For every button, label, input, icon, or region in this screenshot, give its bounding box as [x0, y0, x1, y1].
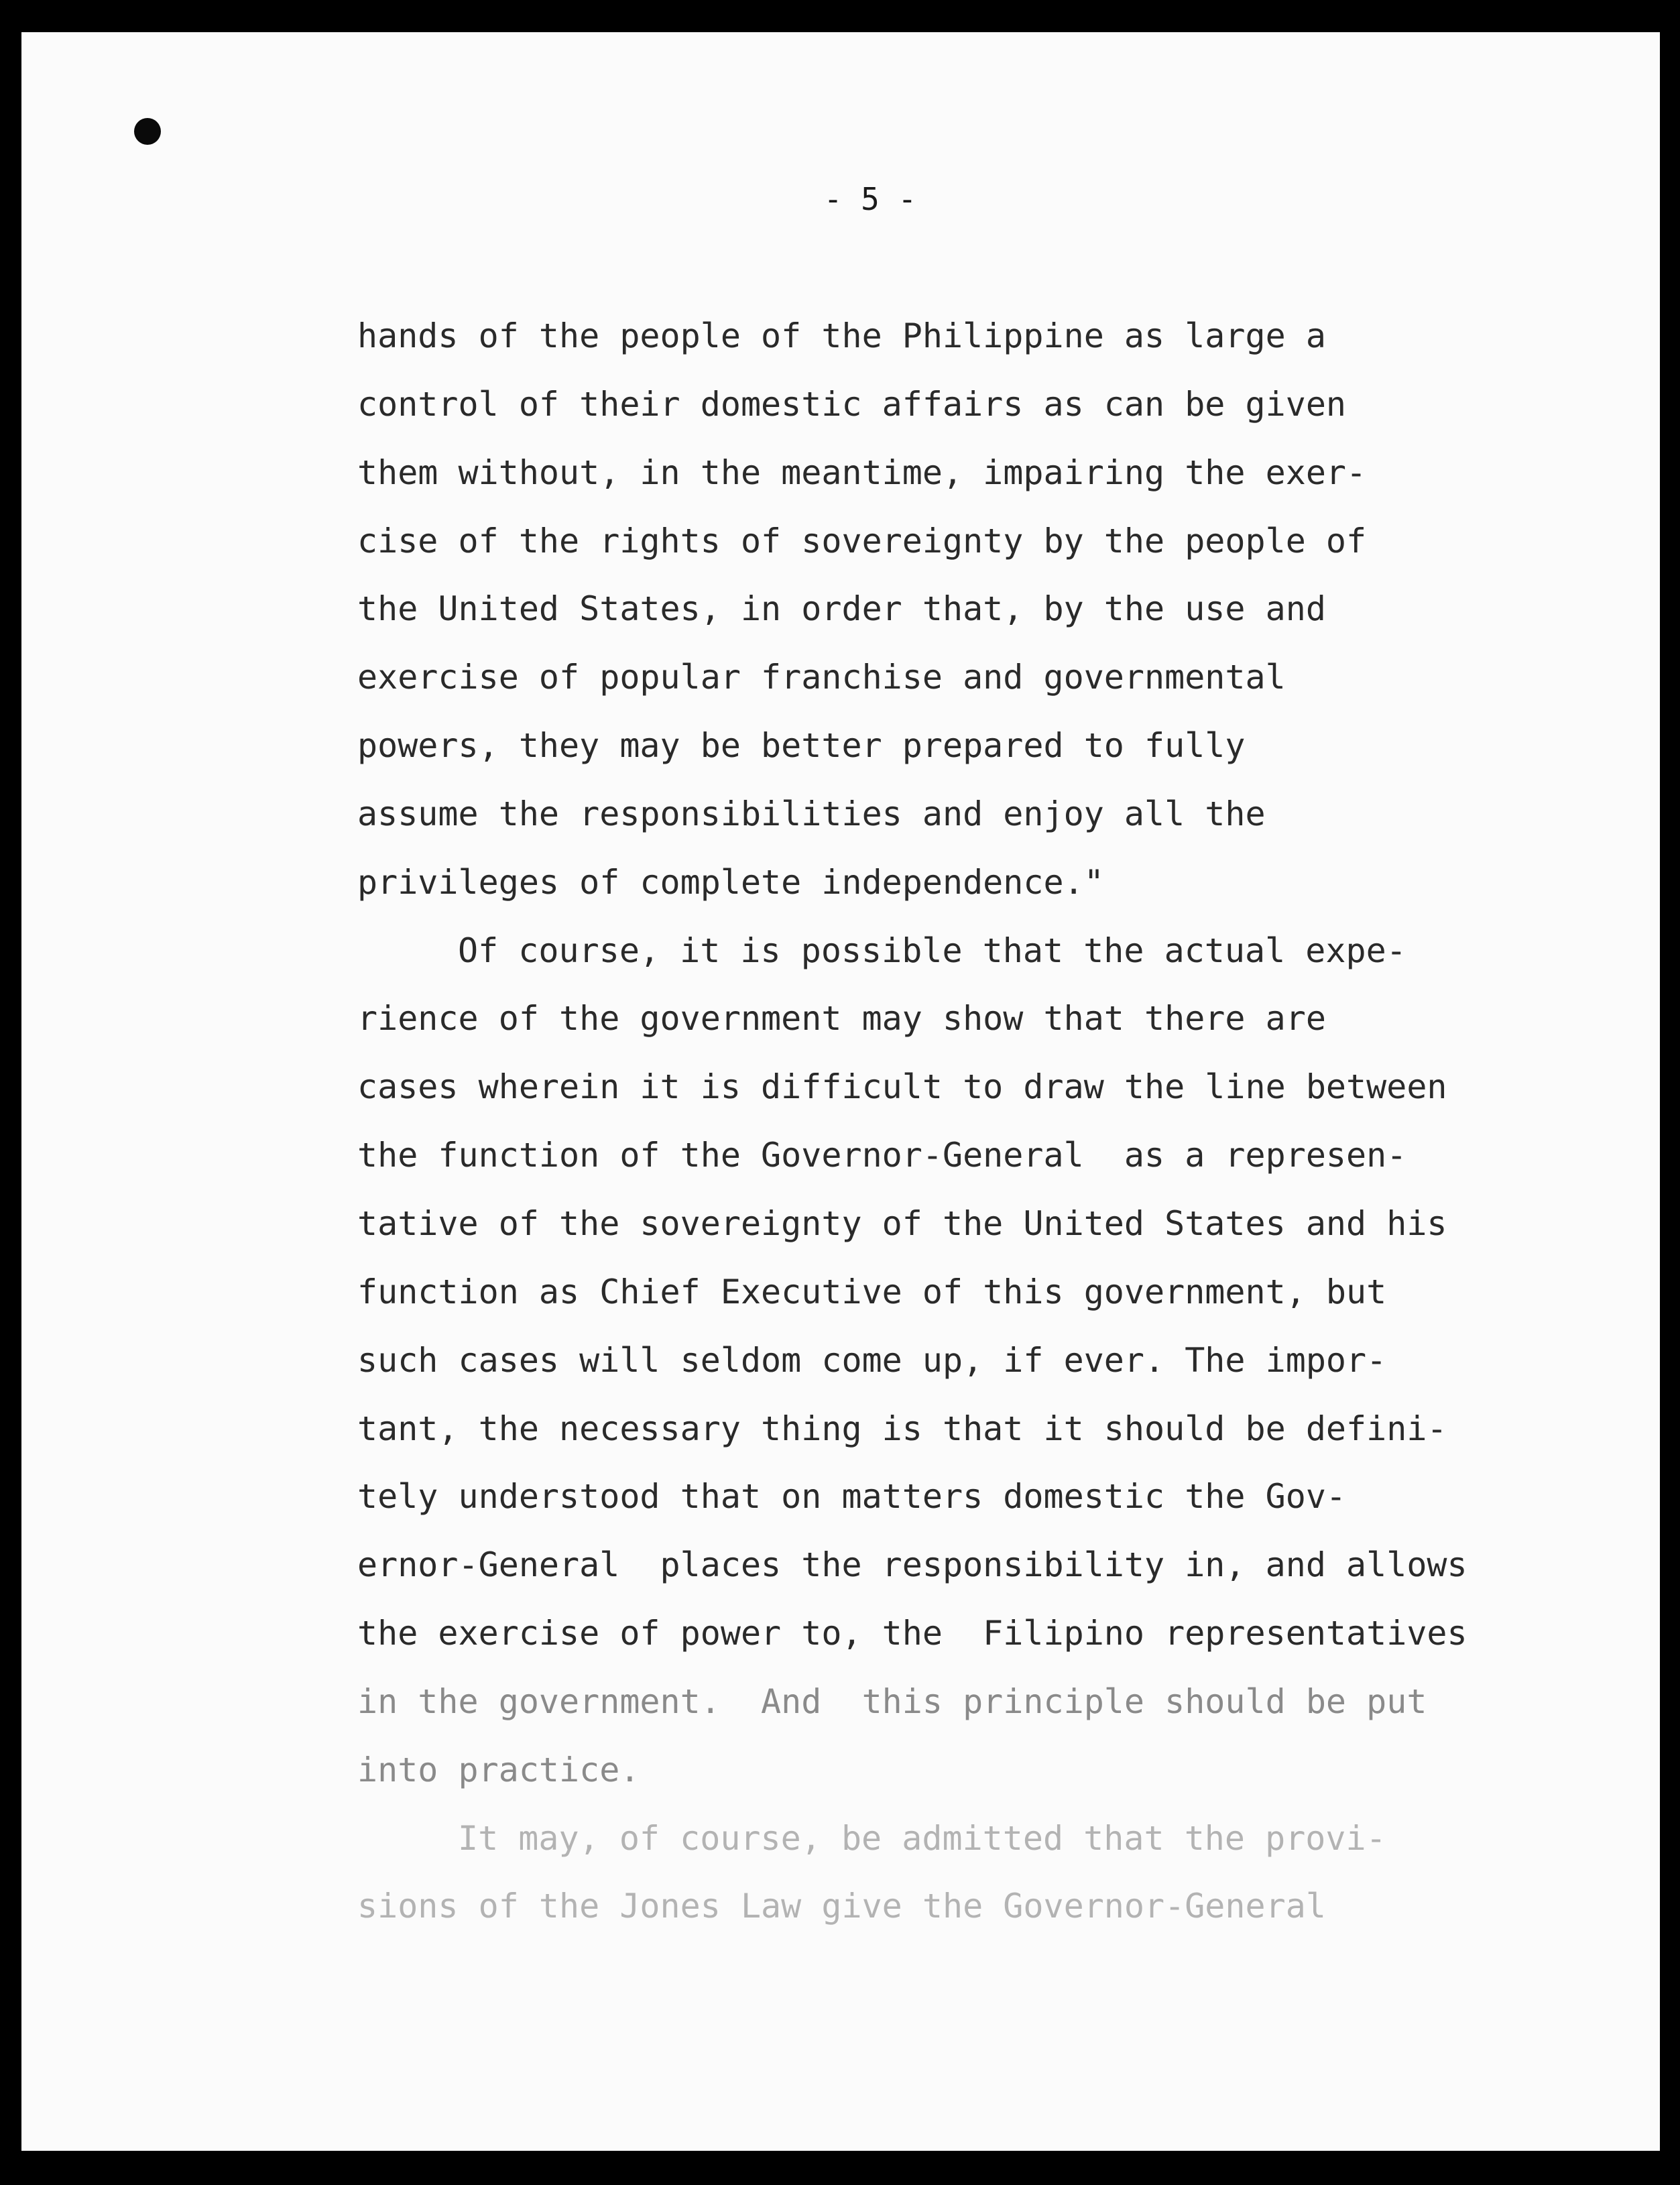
- text-line: cise of the rights of sovereignty by the people of: [357, 522, 1367, 560]
- text-line: the United States, in order that, by the use and: [357, 589, 1326, 628]
- page-number: - 5 -: [823, 181, 917, 217]
- text-line: in the government. And this principle should be put: [357, 1682, 1427, 1721]
- text-line: them without, in the meantime, impairing the exer-: [357, 453, 1367, 492]
- text-line: such cases will seldom come up, if ever. The impor-: [357, 1341, 1387, 1380]
- text-line: cases wherein it is difficult to draw the line between: [357, 1067, 1447, 1106]
- text-line: Of course, it is possible that the actual expe-: [458, 931, 1406, 970]
- text-line: ernor-General places the responsibility in, and allows: [357, 1545, 1467, 1584]
- text-line: hands of the people of the Philippine as large a: [357, 316, 1326, 355]
- text-line: sions of the Jones Law give the Governor-General: [357, 1887, 1326, 1926]
- text-line: tant, the necessary thing is that it should be defini-: [357, 1409, 1447, 1448]
- text-line: into practice.: [357, 1751, 640, 1789]
- text-line: rience of the government may show that there are: [357, 999, 1326, 1038]
- text-line: assume the responsibilities and enjoy all the: [357, 794, 1266, 833]
- text-line: function as Chief Executive of this government, but: [357, 1273, 1387, 1311]
- text-line: It may, of course, be admitted that the provi-: [458, 1819, 1386, 1858]
- text-line: privileges of complete independence.": [357, 863, 1104, 902]
- text-line: exercise of popular franchise and governmental: [357, 658, 1286, 697]
- text-line: the function of the Governor-General as a represen-: [357, 1136, 1407, 1175]
- text-line: control of their domestic affairs as can be given: [357, 385, 1347, 424]
- text-line: powers, they may be better prepared to fully: [357, 726, 1246, 765]
- text-line: tative of the sovereignty of the United States and his: [357, 1204, 1447, 1243]
- text-line: tely understood that on matters domestic the Gov-: [357, 1477, 1347, 1516]
- text-line: the exercise of power to, the Filipino representatives: [357, 1614, 1467, 1653]
